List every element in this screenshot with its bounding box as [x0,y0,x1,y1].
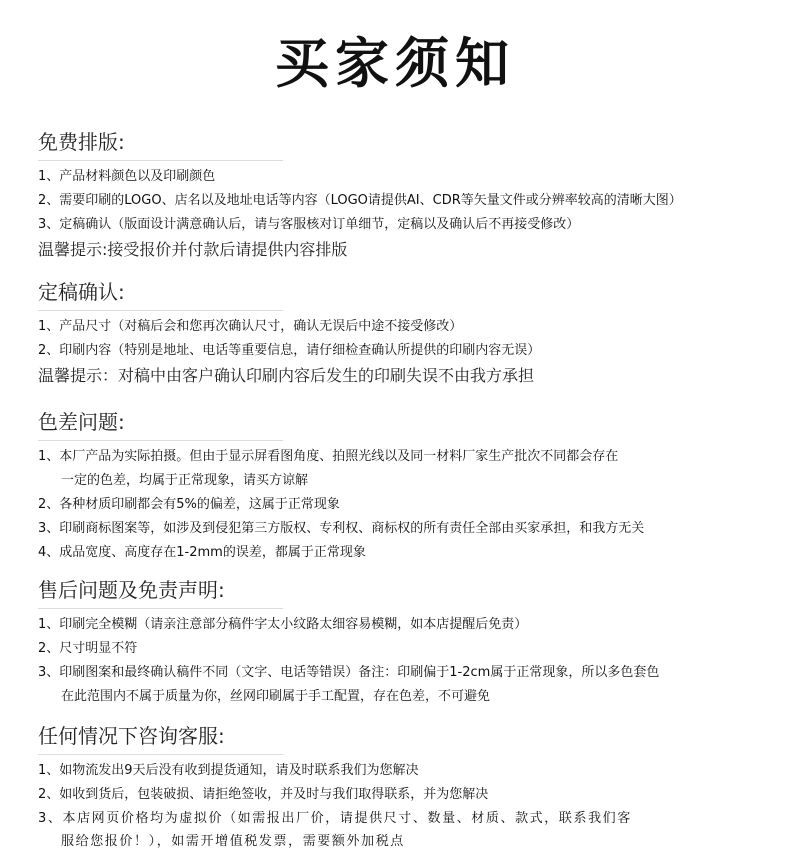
section-heading: 售后问题及免责声明: [38,576,283,609]
item-list [38,759,778,853]
list-item: 2、各种材质印刷都会有5%的偏差，这属于正常现象 [38,497,340,512]
tip-text: 温馨提示:接受报价并付款后请提供内容排版 [38,240,348,259]
item-list [38,165,778,237]
section-after-sales [38,576,778,709]
section-contact-service [38,722,778,853]
list-item: 1、本厂产品为实际拍摄。但由于显示屏看图角度、拍照光线以及同一材料厂家生产批次不同都会存在 一定的色差，均属于正常现象，请买方谅解 [38,449,619,488]
section-free-layout [38,128,778,263]
page-title: 买家须知 [275,32,515,95]
tip-text: 温馨提示：对稿中由客户确认印刷内容后发生的印刷失误不由我方承担 [38,366,535,385]
item-list [38,315,778,363]
section-heading: 免费排版: [38,128,283,161]
section-heading: 任何情况下咨询客服: [38,722,283,755]
list-item: 1、产品尺寸（对稿后会和您再次确认尺寸，确认无误后中途不接受修改） [38,319,463,334]
list-item: 4、成品宽度、高度存在1-2mm的误差，都属于正常现象 [38,545,366,560]
list-item: 3、本店网页价格均为虚拟价（如需报出厂价，请提供尺寸、数量、材质、款式，联系我们客 服给您报价！），如需开增值税发票，需要额外加税点 [38,811,632,849]
list-item: 2、尺寸明显不符 [38,641,138,656]
list-item: 3、定稿确认（版面设计满意确认后，请与客服核对订单细节，定稿以及确认后不再接受修改） [38,217,580,232]
section-color-difference [38,408,778,565]
section-heading: 定稿确认: [38,278,283,311]
list-item: 2、需要印刷的LOGO、店名以及地址电话等内容（LOGO请提供AI、CDR等矢量文件或分辨率较高的清晰大图） [38,193,682,208]
list-item: 1、印刷完全模糊（请亲注意部分稿件字太小纹路太细容易模糊，如本店提醒后免责） [38,617,528,632]
list-item: 2、印刷内容（特别是地址、电话等重要信息，请仔细检查确认所提供的印刷内容无误） [38,343,541,358]
list-item: 2、如收到货后，包装破损、请拒绝签收，并及时与我们取得联系，并为您解决 [38,787,489,802]
section-confirm-draft [38,278,778,389]
list-item: 1、产品材料颜色以及印刷颜色 [38,169,216,184]
section-heading: 色差问题: [38,408,283,441]
item-list [38,613,778,709]
list-item: 3、印刷商标图案等，如涉及到侵犯第三方版权、专利权、商标权的所有责任全部由买家承担，和我方无关 [38,521,645,536]
list-item: 1、如物流发出9天后没有收到提货通知，请及时联系我们为您解决 [38,763,419,778]
item-list [38,445,778,565]
list-item: 3、印刷图案和最终确认稿件不同（文字、电话等错误）备注：印刷偏于1-2cm属于正常现象，所以多色套色 在此范围内不属于质量为你，丝网印刷属于手工配置，存在色差，不可避免 [38,665,660,704]
